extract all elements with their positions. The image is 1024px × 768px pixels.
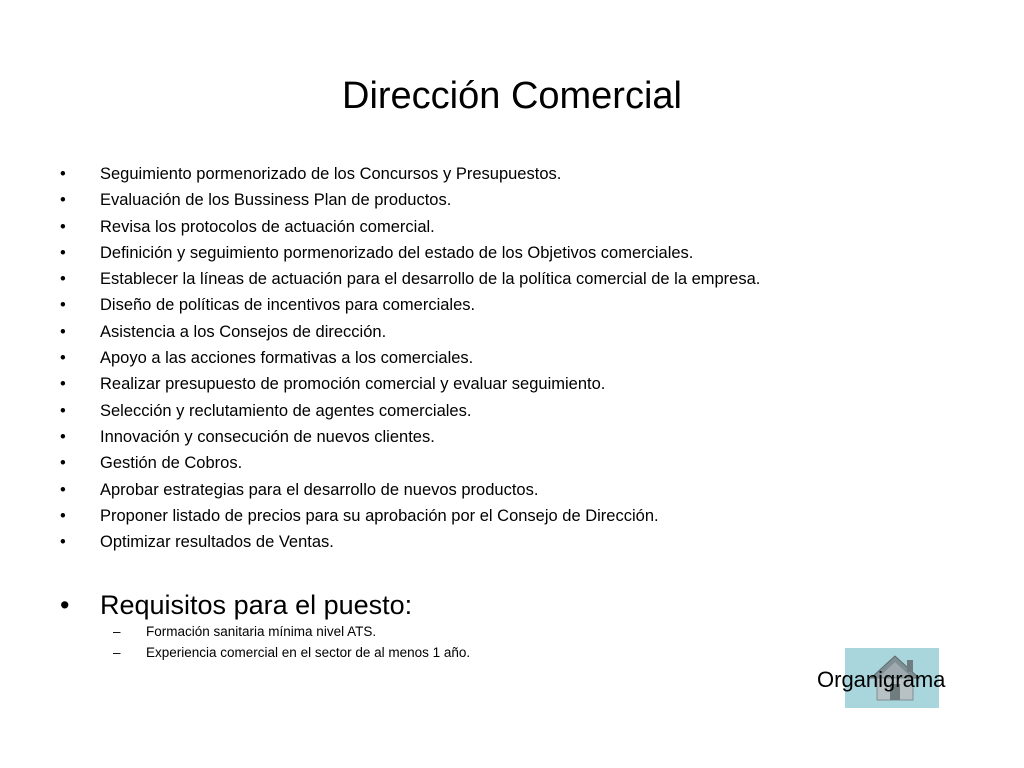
duty-item [60,529,980,555]
bullet: • [60,217,66,236]
bullet: • [60,191,66,210]
duty-item [60,345,980,371]
duty-item [60,187,980,213]
duty-item [60,319,980,345]
bullet: • [60,322,66,341]
duty-text: Establecer la líneas de actuación para el desarrollo de la política comercial de la empresa. [100,270,761,289]
requirement-text: Formación sanitaria mínima nivel ATS. [146,624,377,639]
duty-item [60,398,980,424]
duty-text: Diseño de políticas de incentivos para comerciales. [100,296,476,315]
organigrama-link[interactable]: Organigrama [817,667,946,692]
dash: – [113,624,121,639]
duty-text: Revisa los protocolos de actuación comercial. [100,217,435,236]
bullet: • [60,270,66,289]
duty-text: Seguimiento pormenorizado de los Concursos y Presupuestos. [100,165,562,183]
requirements-heading [60,585,412,625]
bullet: • [60,533,66,552]
duty-text: Gestión de Cobros. [100,454,243,473]
duty-text: Aprobar estrategias para el desarrollo de nuevos productos. [100,480,539,499]
duty-item [60,214,980,240]
duty-item [60,503,980,529]
bullet: • [60,427,66,446]
bullet: • [60,349,66,368]
bullet: • [60,590,70,620]
bullet: • [60,454,66,473]
duty-item [60,371,980,397]
duty-text: Definición y seguimiento pormenorizado del estado de los Objetivos comerciales. [100,243,694,262]
slide-title: Dirección Comercial [342,75,682,117]
duty-text: Proponer listado de precios para su aprobación por el Consejo de Dirección. [100,506,659,525]
duty-text: Apoyo a las acciones formativas a los comerciales. [100,349,474,368]
duty-item [60,477,980,503]
duty-item [60,266,980,292]
duty-item [60,161,980,187]
duty-text: Evaluación de los Bussiness Plan de productos. [100,191,452,210]
duty-text: Realizar presupuesto de promoción comercial y evaluar seguimiento. [100,375,606,394]
bullet: • [60,506,66,525]
bullet: • [60,165,66,183]
duty-text: Selección y reclutamiento de agentes comerciales. [100,401,472,420]
requirement-item [113,642,470,663]
duty-text: Innovación y consecución de nuevos clientes. [100,427,435,446]
bullet: • [60,401,66,420]
bullet: • [60,243,66,262]
requirement-item [113,621,470,642]
duty-text: Optimizar resultados de Ventas. [100,533,334,552]
duty-item [60,450,980,476]
duty-item [60,240,980,266]
duty-item [60,292,980,318]
duty-item [60,424,980,450]
bullet: • [60,480,66,499]
dash: – [113,645,121,660]
requirements-list [113,621,470,663]
duty-text: Asistencia a los Consejos de dirección. [100,322,387,341]
duties-list [60,161,980,555]
requirement-text: Experiencia comercial en el sector de al menos 1 año. [146,645,471,660]
requirements-heading-text: Requisitos para el puesto: [100,590,413,620]
bullet: • [60,375,66,394]
bullet: • [60,296,66,315]
